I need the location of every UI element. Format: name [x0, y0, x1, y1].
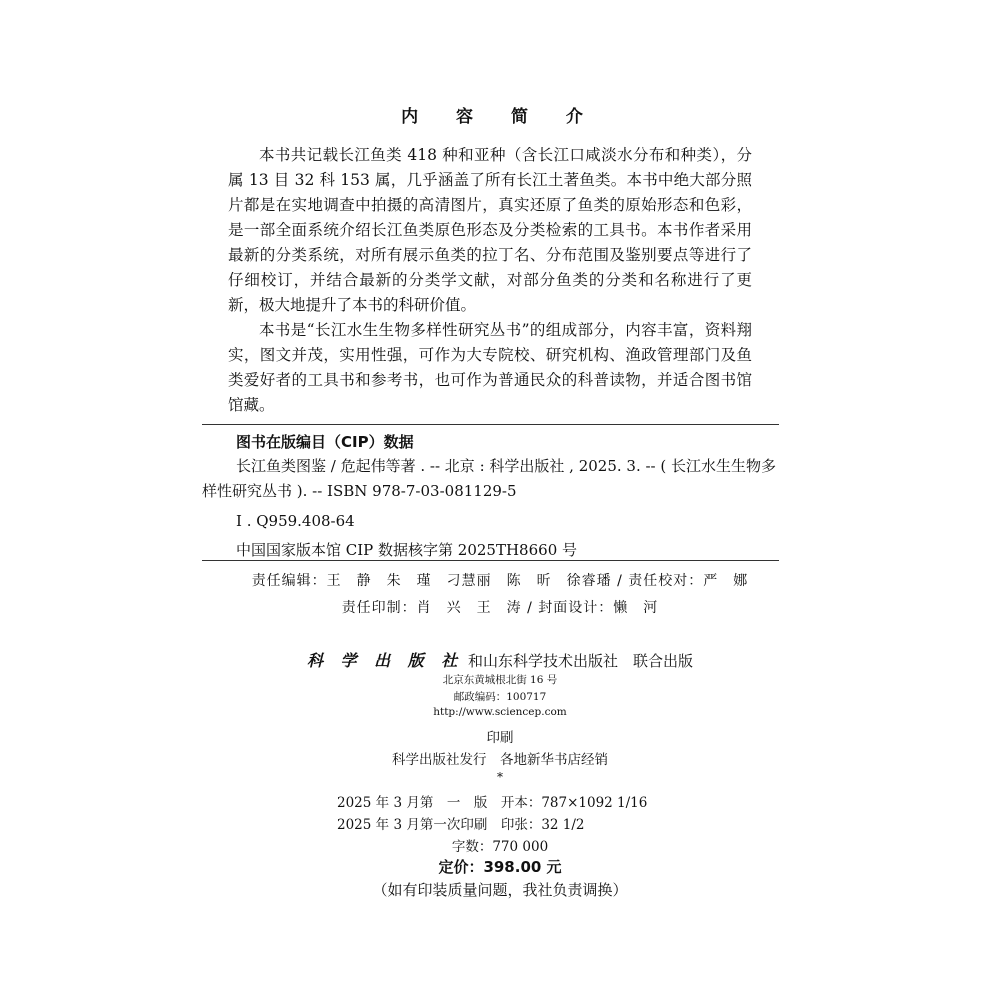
- book-summary: [228, 143, 752, 418]
- distribution-line: 科学出版社发行 各地新华书店经销: [392, 752, 608, 768]
- staff-production: 责任印制：肖 兴 王 涛 / 封面设计：懒 河: [341, 600, 659, 616]
- word-count: 字数：770 000: [451, 839, 549, 855]
- publisher-url: http://www.sciencep.com: [433, 706, 567, 718]
- publisher-logo-text: 科 学 出 版 社: [306, 651, 464, 670]
- staff-editors: 责任编辑：王 静 朱 瑾 刁慧丽 陈 昕 徐睿璠 / 责任校对：严 娜: [251, 573, 749, 589]
- publisher-joint: 和山东科学技术出版社 联合出版: [468, 652, 694, 670]
- publisher-line: [0, 648, 1000, 671]
- price: 定价：398.00 元: [438, 858, 562, 876]
- summary-paragraph-2: 本书是“长江水生生物多样性研究丛书”的组成部分，内容丰富，资料翔实，图文并茂，实用性强，可作为大专院校、研究机构、渔政管理部门及鱼类爱好者的工具书和参考书，也可作为普通民众的科普读物，并适合图书馆馆藏。: [228, 321, 752, 414]
- publisher-postal-code: 邮政编码：100717: [453, 691, 547, 703]
- page-title: 内 容 简 介: [401, 107, 599, 127]
- cip-record: 长江鱼类图鉴 / 危起伟等著 . -- 北京 : 科学出版社 , 2025. 3. -- ( 长江水生生物多样性研究丛书 ). -- ISBN 978-7-03-081129-5: [202, 457, 777, 500]
- printing-label: 印刷: [486, 730, 514, 746]
- cip-heading: 图书在版编目（CIP）数据: [236, 433, 414, 451]
- publisher-address: 北京东黄城根北街 16 号: [442, 674, 558, 686]
- cip-core-number: 中国国家版本馆 CIP 数据核字第 2025TH8660 号: [236, 541, 578, 559]
- cip-classification: Ⅰ . Q959.408-64: [236, 512, 355, 530]
- summary-paragraph-1: 本书共记载长江鱼类 418 种和亚种（含长江口咸淡水分布和种类），分属 13 目 32 科 153 属，几乎涵盖了所有长江土著鱼类。本书中绝大部分照片都是在实地调查中拍摄的高清图片，真实还原了鱼类的原始形态和色彩，是一部全面系统介绍长江鱼类原色形态及分类检索的工具书。本书作者采用最新的分类系统，对所有展示鱼类的拉丁名、分布范围及鉴别要点等进行了仔细校订，并结合最新的分类学文献，对部分鱼类的分类和名称进行了更新，极大地提升了本书的科研价值。: [228, 146, 752, 314]
- divider-top: [202, 424, 779, 425]
- edition-line-1: 2025 年 3 月第 一 版 开本：787×1092 1/16: [337, 795, 648, 811]
- quality-notice: （如有印装质量问题，我社负责调换）: [372, 881, 628, 899]
- cip-block: [202, 430, 779, 563]
- edition-line-2: 2025 年 3 月第一次印刷 印张：32 1/2: [337, 817, 585, 833]
- separator-star: *: [497, 770, 503, 784]
- divider-bottom: [202, 560, 779, 561]
